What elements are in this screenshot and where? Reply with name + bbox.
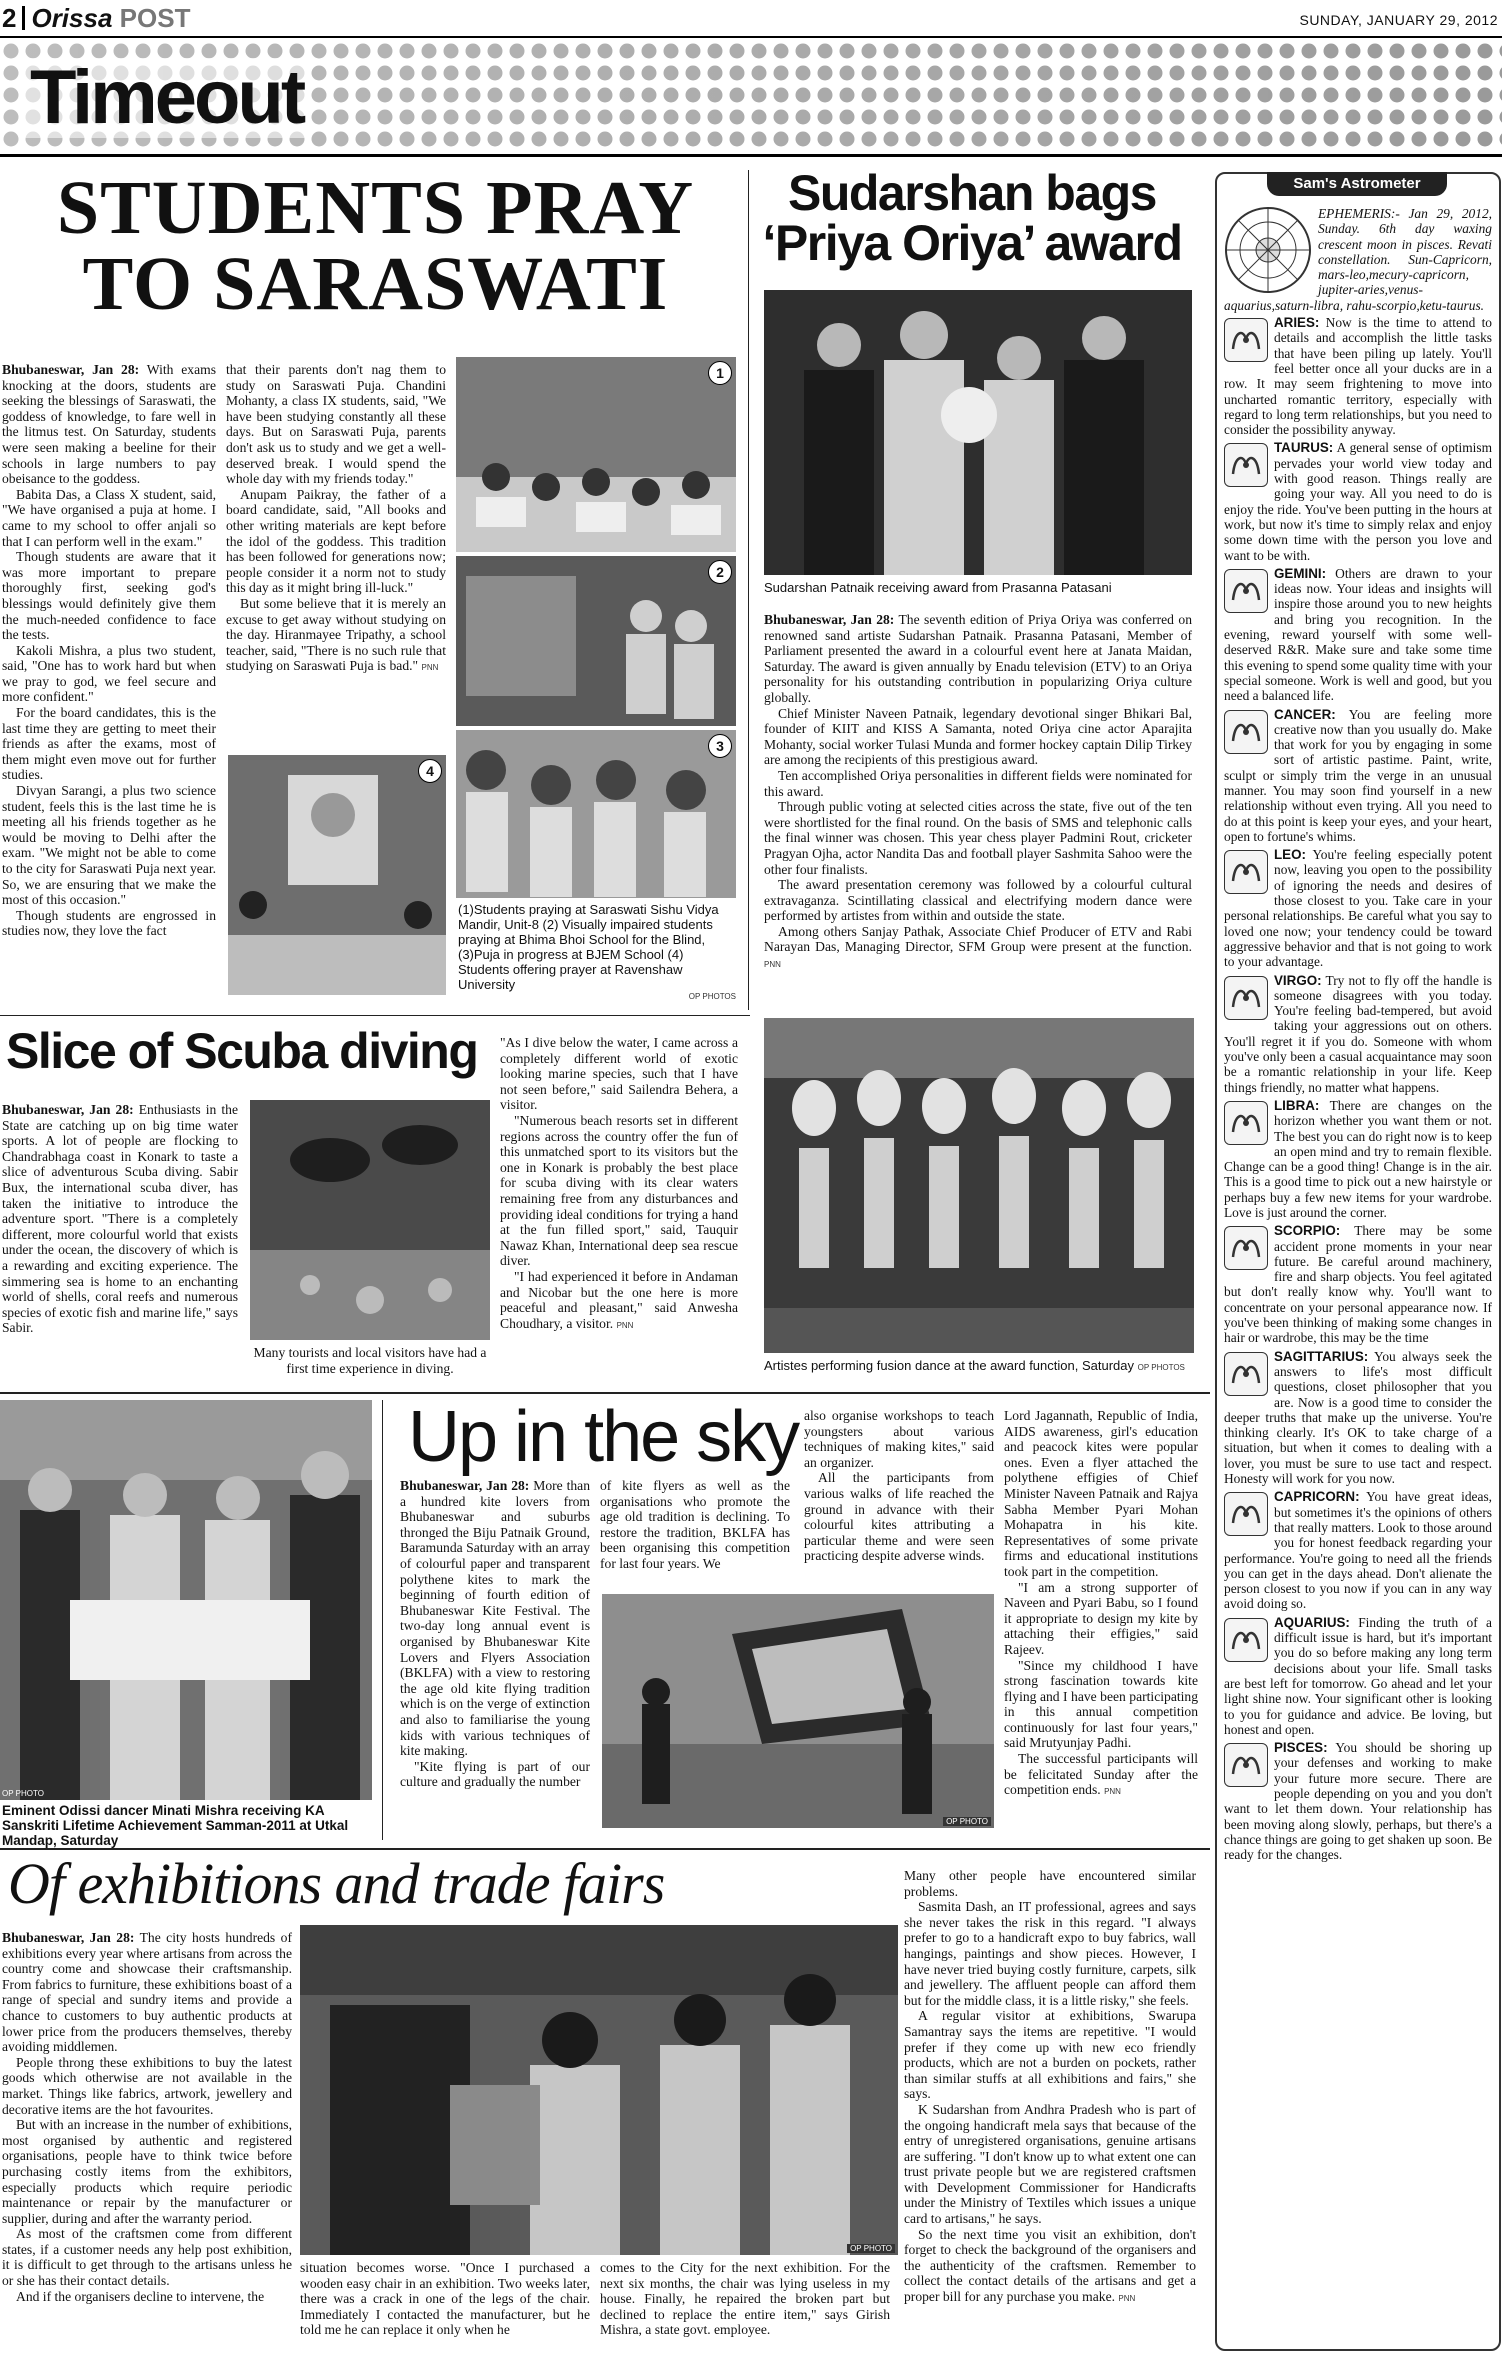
- zodiac-name: TAURUS:: [1274, 440, 1334, 456]
- zodiac-name: SAGITTARIUS:: [1274, 1348, 1369, 1364]
- photo-number: 4: [418, 759, 442, 783]
- saraswati-col1: [2, 362, 216, 939]
- virgo-icon: [1224, 976, 1268, 1020]
- sagittarius-icon: [1224, 1352, 1268, 1396]
- paragraph: also organise workshops to teach youngsters about various techniques of making kites," said an organizer.: [804, 1408, 994, 1470]
- zodiac-forecast: Finding the truth of a difficult issue is hard, but it's important you do so before making any long term decisions about your life. Small tasks are best left for tomorrow. Go ahead and let your light shine now. Your significant other is looking to you for guidance and advice. Be loving, but honest and open.: [1224, 1614, 1492, 1737]
- paragraph: "Since my childhood I have strong fascination towards kite flying and I have been participating in this annual competition continuously for last four years," said Mrutyunjay Padhi.: [1004, 1657, 1198, 1751]
- sudarshan-body: [764, 612, 1192, 971]
- exhibitions-photo: [300, 1925, 898, 2255]
- zodiac-wheel-icon: [1224, 206, 1312, 294]
- libra-icon: [1224, 1101, 1268, 1145]
- kite-col3: [804, 1408, 994, 1564]
- zodiac-name: LEO:: [1274, 847, 1306, 863]
- paragraph: Lord Jagannath, Republic of India, AIDS awareness, girl's education and peacock kites were popular ones. Even a flyer attached the polythene effigies of Chief Minister Naveen Patnaik and Rajya Sabha Member Pyari Mohan Mohapatra in his kite. Representatives of some private firms and educational institutions took part in the competition.: [1004, 1408, 1198, 1579]
- zodiac-name: SCORPIO:: [1274, 1223, 1341, 1239]
- zodiac-entry: [1224, 1740, 1492, 1862]
- zodiac-name: LIBRA:: [1274, 1097, 1320, 1113]
- kite-headline: Up in the sky: [408, 1397, 799, 1477]
- zodiac-name: VIRGO:: [1274, 972, 1322, 988]
- ephemeris: EPHEMERIS:- Jan 29, 2012, Sunday. 6th day waxing crescent moon in pisces. Revati constellation. Sun-Capricorn, mars-leo,mecury-capricorn, jupiter-aries,venus-aquarius,saturn-libra, rahu-scorpio,ketu-taurus.: [1224, 206, 1492, 313]
- saraswati-photo-3: [456, 730, 736, 898]
- zodiac-name: AQUARIUS:: [1274, 1614, 1350, 1630]
- exhibitions-col1: [2, 1930, 292, 2304]
- paragraph: Sasmita Dash, an IT professional, agrees and says she never takes the risk in this regard. "I always prefer to go to a handicraft expo to buy fabrics, wall hangings, paintings and show pieces. However, I have never tried buying costly furniture, carpets, silk and jewellery. The affluent people can afford them but for the middle class, it is a little risky," she feels.: [904, 1899, 1196, 2008]
- paper-name-italic: Orissa: [31, 3, 113, 33]
- zodiac-name: ARIES:: [1274, 315, 1320, 331]
- paragraph: So the next time you visit an exhibition, don't forget to check the background of the organisers and the authenticity of the craftsmen. Remember to collect the contact details of the artisans and get a proper bill for any purchase you make. PNN: [904, 2226, 1196, 2305]
- scuba-photo: [250, 1100, 490, 1340]
- paragraph: Through public voting at selected cities across the state, five out of the ten were shortlisted for the final round. On the basis of SMS and telephonic calls the final winner was chosen. This year chess player Padmini Rout, cricketer Pragyan Ojha, actor Nandita Das and football player Sashmita Sahoo were the other four finalists.: [764, 799, 1192, 877]
- zodiac-entry: [1224, 707, 1492, 845]
- saraswati-photo-4: [228, 755, 446, 995]
- astrometer-content: [1224, 206, 1492, 1865]
- odissi-caption: Eminent Odissi dancer Minati Mishra receiving KA Sanskriti Lifetime Achievement Samman-2011 at Utkal Mandap, Saturday: [2, 1803, 349, 1848]
- paragraph: "I am a strong supporter of Naveen and Pyari Babu, so I found it appropriate to design my kite by attaching their effigies," said Rajeev.: [1004, 1579, 1198, 1657]
- paragraph: K Sudarshan from Andhra Pradesh who is part of the ongoing handicraft mela says that because of the entry of unregistered organisations, genuine artisans are suffering. "I don't know up to what extent one can trust private people but we are registered craftsmen with Development Commissioner for Handicrafts under the Ministry of Textiles which issues a unique card to artisans," he says.: [904, 2101, 1196, 2227]
- page-folio: [2, 4, 190, 32]
- paragraph: A regular visitor at exhibitions, Swarupa Samantray says the items are repetitive. "I would prefer if they come up with new eco friendly products, which are not a burden on pockets, rather than similar stuffs at all exhibitions and fairs," she says.: [904, 2008, 1196, 2102]
- exhibitions-bottom-col3: comes to the City for the next exhibition. For the next six months, the chair was lying useless in my house. Finally, he repaired the broken part but declined to replace the entire item," says Girish Mishra, a state govt. employee.: [600, 2260, 890, 2338]
- aquarius-icon: [1224, 1618, 1268, 1662]
- zodiac-forecast: You always seek the answers to life's most difficult questions, closet philosopher that you are. Now is a good time to consider the deeper truths that make up the universe. You're thinking clearly. It's OK to take charge of a situation, but when it comes to dealing with a lover, you must be sure to use tact and respect. Honesty will work for you now.: [1224, 1348, 1492, 1487]
- kite-photo: [602, 1594, 994, 1828]
- sudarshan-headline: [752, 165, 1192, 271]
- zodiac-entry: [1224, 1615, 1492, 1737]
- paragraph: Kakoli Mishra, a plus two student, said, "One has to work hard but when we pray to god, we feel secure and more confident.": [2, 642, 216, 705]
- cancer-icon: [1224, 710, 1268, 754]
- paragraph: that their parents don't nag them to study on Saraswati Puja. Chandini Mohanty, a class IX students, said, "We have been studying constantly all these days. But on Saraswati Puja, parents don't ask us to study and we get a well-deserved break. I would spend the whole day with my friends today.": [226, 362, 446, 487]
- capricorn-icon: [1224, 1492, 1268, 1536]
- page-date: SUNDAY, JANUARY 29, 2012: [1299, 12, 1498, 28]
- photo-number: 3: [708, 734, 732, 758]
- zodiac-forecast: You are feeling more creative now than you usually do. Make that work for you by engaging in some sort of artistic pastime. Paint, write, sculpt or simply trim the verge in an unusual manner. You may soon find yourself in a new relationship without even trying. All you need to do at this point is keep your eyes, and your heart, open to fortune's whims.: [1224, 706, 1492, 844]
- paragraph: As most of the craftsmen come from different states, if a customer needs any help post exhibition, it is difficult to get through to the artisans unless he or she has their contact details.: [2, 2226, 292, 2289]
- zodiac-entry: [1224, 847, 1492, 969]
- saraswati-photo-2: [456, 556, 736, 726]
- saraswati-headline-line1: STUDENTS PRAY: [56, 166, 695, 250]
- zodiac-entry: [1224, 973, 1492, 1095]
- paragraph: But some believe that it is merely an excuse to get away without studying on the day. Hiranmayee Tripathy, a school teacher, said, "There is no such rule that studying on Saraswati Puja is bad." PNN: [226, 595, 446, 674]
- aries-icon: [1224, 318, 1268, 362]
- exhibitions-headline: Of exhibitions and trade fairs: [8, 1851, 665, 1916]
- saraswati-col2: [226, 362, 446, 674]
- scuba-col3: [500, 1035, 738, 1331]
- zodiac-list: [1224, 315, 1492, 1862]
- paragraph: of kite flyers as well as the organisations who promote the age old tradition is declining. To restore the tradition, BKLFA has been organising this competition for last four years. We: [600, 1478, 790, 1571]
- sudarshan-headline-line1: Sudarshan bags: [788, 165, 1156, 221]
- scuba-headline: Slice of Scuba diving: [6, 1023, 478, 1079]
- zodiac-forecast: You're feeling especially potent now, leaving you open to the possibility of ignoring the needs and desires of those closest to you. Take care in your personal relationships. Be careful what you say to loved one now; your tendency could be toward aggressive behavior and that is not going to work to your advantage.: [1224, 847, 1492, 970]
- paragraph: Bhubaneswar, Jan 28: The city hosts hundreds of exhibitions every year where artisans from across the country come and showcase their craftsmanship. From fabrics to furniture, these exhibitions boast of a range of special and sundry items and provide a chance to customers to buy authentic products at lower price from the producers themselves, thereby avoiding middlemen.: [2, 1930, 292, 2055]
- saraswati-photo-1: [456, 357, 736, 552]
- paragraph: Divyan Sarangi, a plus two science student, feels this is the last time he is meeting all his friends together as he would be moving to Delhi after the exam. "We might not be able to come to the city for Saraswati Puja next year. So, we are ensuring that we make the most of this occasion.": [2, 783, 216, 908]
- exhibitions-bottom-col2: situation becomes worse. "Once I purchased a wooden easy chair in an exhibition. Two weeks later, there was a crack in one of the legs of the chair. Immediately I contacted the manufacturer, but he told me he can replace it only when he: [300, 2260, 590, 2338]
- paragraph: But with an increase in the number of exhibitions, most organised by authentic and registered organisations, people have to think twice before purchasing costly items from the exhibitors, especially products which require periodic maintenance or repair by the manufacturer or supplier, during and after the warranty period.: [2, 2117, 292, 2226]
- zodiac-forecast: Others are drawn to your ideas now. Your ideas and insights will inspire those around you to new heights and bring you recognition. In the evening, reward yourself with some well-deserved R&R. Make sure and take some time this evening to spend some quality time with your special someone. Work is well and good, but you need a balanced life.: [1224, 565, 1492, 704]
- astrometer-box: [1215, 172, 1501, 2351]
- zodiac-forecast: You have great ideas, but sometimes it's the opinions of others that really matters. Look to those around you for honest feedback regarding your performance. You're going to need all the friends you can get in the days ahead. Don't alienate the person closest to you now if you can in any way avoid doing so.: [1224, 1489, 1492, 1612]
- sudarshan-photo-caption: Sudarshan Patnaik receiving award from Prasanna Patasani: [764, 580, 1112, 595]
- sudarshan-headline-line2: ‘Priya Oriya’ award: [762, 215, 1182, 271]
- kite-col1: [400, 1478, 590, 1790]
- leo-icon: [1224, 850, 1268, 894]
- zodiac-entry: [1224, 1223, 1492, 1345]
- zodiac-name: GEMINI:: [1274, 565, 1327, 581]
- paragraph: Ten accomplished Oriya personalities in different fields were nominated for this award.: [764, 767, 1192, 799]
- paragraph: Though students are engrossed in studies now, they love the fact: [2, 907, 216, 939]
- paragraph: All the participants from various walks of life reached the ground in advance with their colourful kites attributing a particular theme and were seen practicing despite adverse winds.: [804, 1470, 994, 1564]
- scorpio-icon: [1224, 1226, 1268, 1270]
- zodiac-forecast: There are changes on the horizon whether you want them or not. The best you can do right now is to keep an open mind and try to remain flexible. Change can be a good thing! Change is in the air. This is a good time to pick out a new hairstyle or perhaps buy a few new items for your wardrobe. Love is just around the corner.: [1224, 1097, 1492, 1220]
- zodiac-forecast: You should be shoring up your defenses and working to make your future more secure. There are people depending on you and you don't want to let them down. Your relationship has been moving along slowly, perhaps, but there's a chance things are going to get shaken up soon. Be ready for the changes.: [1224, 1740, 1492, 1863]
- zodiac-entry: [1224, 440, 1492, 562]
- paragraph: "Numerous beach resorts set in different regions across the country offer the fun of this unmatched sport to its visitors but the one in Konark is probably the best place for scuba diving with its clear waters remaining free from any disturbances and providing ideal conditions for trying a hand at the fun filled sport," said, Tauquir Nawaz Khan, International deep sea rescue diver.: [500, 1112, 738, 1269]
- zodiac-name: PISCES:: [1274, 1740, 1328, 1756]
- paragraph: Bhubaneswar, Jan 28: The seventh edition of Priya Oriya was conferred on renowned sand artiste Sudarshan Patnaik. Prasanna Patasani, Member of Parliament presented the award in a colourful event here at Janata Maidan, Saturday. The award is given annually by Enadu television (ETV) to an Oriya personality for his outstanding contribution in popularizing Oriya culture globally.: [764, 612, 1192, 705]
- zodiac-forecast: There may be some accident prone moments in your near future. Be careful around machinery, fire and sharp objects. You feel agitated but don't really know why. You'll want to concentrate on your personal appearance now. If you've been thinking of making some changes in hair or wardrobe, this may be the time: [1224, 1223, 1492, 1346]
- saraswati-caption: (1)Students praying at Saraswati Sishu Vidya Mandir, Unit-8 (2) Visually impaired students praying at Bhima Bhoi School for the Blind, (3)Puja in progress at BJEM School (4) Students offering prayer at Ravenshaw University OP PHOTOS: [458, 902, 736, 1001]
- paragraph: And if the organisers decline to intervene, the: [16, 2288, 265, 2304]
- exhibitions-col4: [904, 1868, 1196, 2305]
- paragraph: Bhubaneswar, Jan 28: More than a hundred kite lovers from Bhubaneswar and suburbs thronged the Biju Patnaik Ground, Baramunda Saturday with an array of colourful paper and transparent polythene kites to mark the beginning of fourth edition of Bhubaneswar Kite Festival. The two-day long annual event is organised by Bhubaneswar Kite Lovers and Flyers Association (BKLFA) with a view to restoring the age old kite flying tradition which is on the verge of extinction and also to familiarise the young kids with various techniques of kite making.: [400, 1478, 590, 1759]
- photo-credit: OP PHOTO: [2, 1789, 44, 1798]
- gemini-icon: [1224, 569, 1268, 613]
- zodiac-name: CANCER:: [1274, 706, 1336, 722]
- paragraph: Bhubaneswar, Jan 28: Enthusiasts in the State are catching up on big time water sports. A lot of people are flocking to Chandrabhaga coast in Konark to taste a slice of adventurous Scuba diving. Sabir Bux, the international scuba diver, has taken the initiative to introduce the adventure sport. "There is a completely different, more colourful world that exists under the ocean, the discovery of which is a rewarding and exciting experience. The simmering sea is home to an enchanting world of shells, coral reefs and numerous species of exotic fish and marine life," says Sabir.: [2, 1102, 238, 1336]
- scuba-caption: Many tourists and local visitors have had a first time experience in diving.: [253, 1345, 487, 1376]
- paragraph: "Kite flying is part of our culture and gradually the number: [400, 1758, 590, 1790]
- paragraph: Babita Das, a Class X student, said, "We have organised a puja at home. I came to my school to offer anjali so that I can perform well in the exam.": [2, 486, 216, 549]
- zodiac-forecast: A general sense of optimism pervades your world view today and with good reason. Things really are going your way. All you need to do is enjoy the ride. You've been putting in the hours at work, but now it's time to simply relax and enjoy some down time with the person you love and want to be with.: [1224, 440, 1492, 563]
- photo-credit: OP PHOTO: [847, 2244, 895, 2253]
- zodiac-entry: [1224, 566, 1492, 704]
- zodiac-forecast: Try not to fly off the handle is someone disagrees with you today. You're feeling bad-tempered, but avoid taking your aggressions out on others. You'll regret it if you do. Someone with whom you've only been a casual acquaintance may soon be a romantic relationship in your life. Keep things friendly, no matter what happens.: [1224, 972, 1492, 1095]
- paragraph: Many other people have encountered similar problems.: [904, 1868, 1196, 1899]
- kite-col4: [1004, 1408, 1198, 1798]
- paragraph: Chief Minister Naveen Patnaik, legendary devotional singer Bhikari Bal, founder of KIIT and KISS A Samanta, noted Oriya cine actor Aparajita Mohanty, social worker Tulasi Munda and former hockey captain Dilip Tirkey are among the recipients of this prestigious award.: [764, 705, 1192, 768]
- photo-number: 2: [708, 560, 732, 584]
- astrometer-title: Sam's Astrometer: [1267, 172, 1447, 196]
- paragraph: For the board candidates, this is the last time they are getting to meet their friends as after the exams, most of them might even move out for further studies.: [2, 705, 216, 783]
- saraswati-headline-line2: TO SARASWATI: [82, 242, 669, 326]
- section-banner: [0, 40, 1502, 152]
- photo-credit: OP PHOTO: [943, 1817, 991, 1826]
- paragraph: Among others Sanjay Pathak, Associate Chief Producer of ETV and Rabi Narayan Das, Managing Director, SFM Group were present at the function. PNN: [764, 923, 1192, 970]
- odissi-photo: [0, 1400, 372, 1800]
- taurus-icon: [1224, 443, 1268, 487]
- paragraph: Anupam Paikray, the father of a board candidate, said, "All books and other writing materials are kept before the idol of the goddess. This tradition has been followed for generations now; people consider it a norm not to study this day as it might bring ill-luck.": [226, 486, 446, 596]
- zodiac-entry: [1224, 1098, 1492, 1220]
- section-title: Timeout: [22, 58, 311, 138]
- paragraph: The award presentation ceremony was followed by a colourful cultural extravaganza. Scintillating classical and electrifying modern dance were performed by artistes from within and outside the state.: [764, 877, 1192, 924]
- photo-credit: OP PHOTOS: [688, 992, 736, 1001]
- kite-col2: [600, 1478, 790, 1572]
- pisces-icon: [1224, 1743, 1268, 1787]
- paragraph: People throng these exhibitions to buy the latest goods which otherwise are not available in the market. Things like fabrics, artwork, jewellery and decorative items are the hot favourites.: [2, 2054, 292, 2117]
- page-number: 2: [2, 3, 17, 33]
- zodiac-entry: [1224, 1349, 1492, 1487]
- paper-name-rest: POST: [119, 3, 191, 33]
- zodiac-forecast: Now is the time to attend to details and accomplish the little tasks that have been piling up lately. You'll feel better once all your ducks are in a row. It may seem frightening to move into uncharted romantic territory, especially with regard to long term relationships, but you need to consider the possibility anyway.: [1224, 315, 1492, 438]
- paragraph: The successful participants will be felicitated Sunday after the competition ends. PNN: [1004, 1751, 1198, 1798]
- sudarshan-photo: [764, 290, 1192, 575]
- photo-number: 1: [708, 361, 732, 385]
- zodiac-name: CAPRICORN:: [1274, 1489, 1360, 1505]
- paragraph: "As I dive below the water, I came across a completely different world of exotic looking marine species, such that I have not seen before," said Sailendra Behera, a visitor.: [500, 1035, 738, 1113]
- zodiac-entry: [1224, 1489, 1492, 1611]
- scuba-col1: [2, 1102, 238, 1336]
- paragraph: Bhubaneswar, Jan 28: With exams knocking at the doors, students are seeking the blessings of Saraswati, the goddess of knowledge, to fare well in the litmus test. On Saturday, students were seen making a beeline for their schools in large numbers to pay obeisance to the goddess.: [2, 362, 216, 487]
- zodiac-entry: [1224, 315, 1492, 437]
- saraswati-headline: [8, 166, 743, 326]
- paragraph: Though students are aware that it was more important to prepare thoroughly first, seeking god's blessings would definitely give them the much-needed confidence to face the tests.: [2, 549, 216, 643]
- dance-photo: [764, 1018, 1194, 1353]
- paragraph: "I had experienced it before in Andaman and Nicobar but the one here is more peaceful and pleasant," said Anwesha Choudhary, a visitor. PNN: [500, 1268, 738, 1331]
- dance-caption: Artistes performing fusion dance at the award function, Saturday OP PHOTOS: [764, 1358, 1185, 1373]
